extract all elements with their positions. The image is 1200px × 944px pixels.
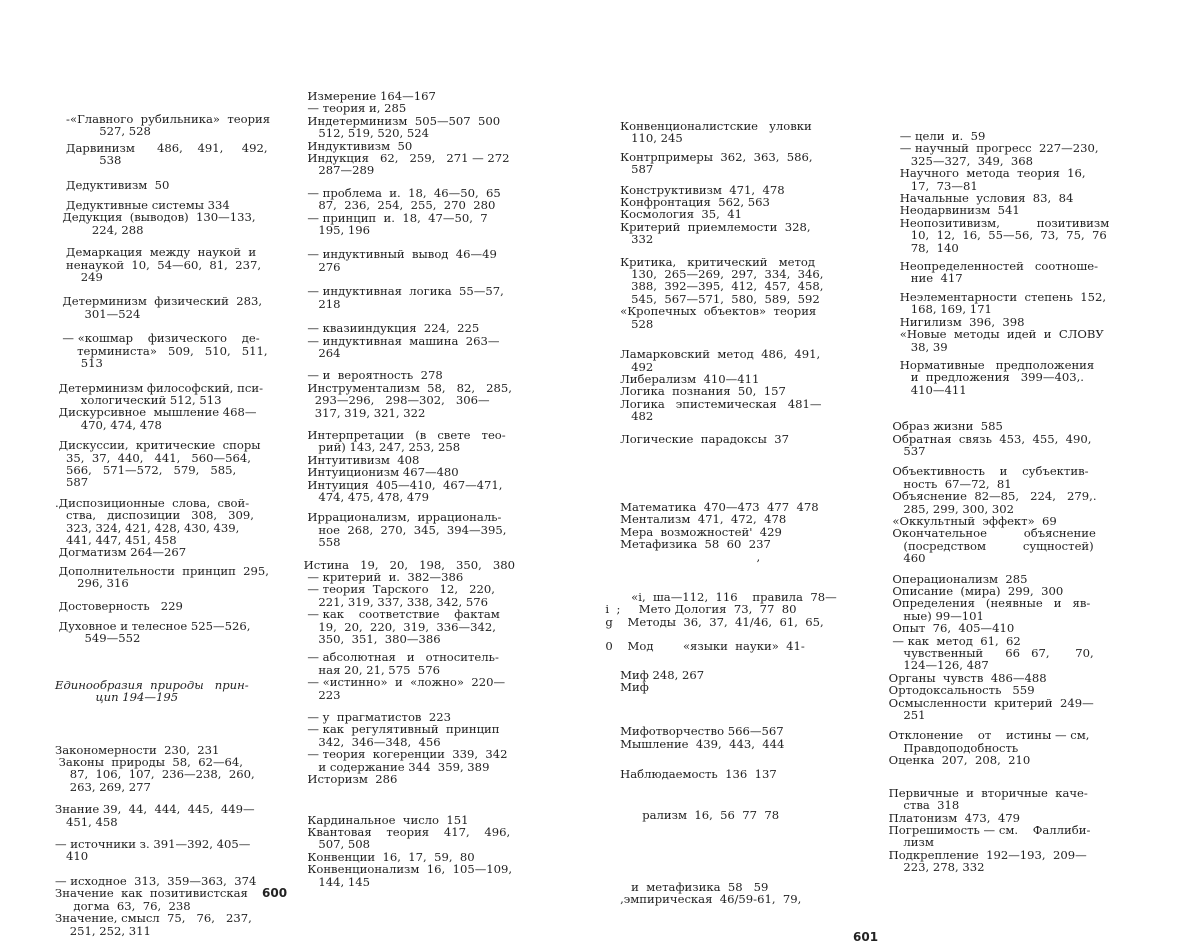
index-entry: Конвенционалистские уловки 110, 245 <box>620 119 812 146</box>
index-entry: Ламарковский метод 486, 491, 492 Либерализм 410—411 Логика познания 50, 157 Логика эпистемическая 481— 482 <box>620 347 822 424</box>
index-column-1 <box>55 113 325 937</box>
index-entry: Дарвинизм 486, 491, 492, 538 <box>66 140 268 168</box>
index-entry: — абсолютная и относитель- ная 20, 21, 575 576 — «истинно» и «ложно» 220— 223 <box>307 650 506 702</box>
index-entry: — проблема и. 18, 46—50, 65 87, 236, 254, 255, 270 280 — принцип и. 18, 47—50, 7 195, 196 <box>307 185 501 238</box>
index-entry: Операционализм 285 Описание (мира) 299, 300 Определения (неявные и яв- ные) 99—101 Опыт 76, 405—410 — как метод 61, 62 чувственный 66 67, 70, 124—126, 487 Органы чувств 486—488 Ортодоксальность 559 Осмысленности критерий 249— 251 <box>888 571 1094 723</box>
index-entry: Дискуссии, критические споры 35, 37, 440, 441, 560—564, 566, 571—572, 579, 585, 587 <box>58 438 261 490</box>
index-column-4 <box>885 130 1185 874</box>
index-entry: Первичные и вторичные каче- ства 318 Платонизм 473, 479 Погрешимость — см. Фаллиби- лизм Подкрепление 192—193, 209— 223, 278, 332 <box>888 785 1091 875</box>
index-entry: Истина 19, 20, 198, 350, 380 — критерий и. 382—386 — теория Тарского 12, 220, 221, 319, 337, 338, 342, 576 — как соответствие фактам 19, 20, 220, 319, 336—342, 350, 351, 380—386 <box>303 557 515 647</box>
index-entry: Интерпретации (в свете тео- рий) 143, 247, 253, 258 Интуитивизм 408 Интуиционизм 467—480 Интуиция 405—410, 467—471, 474, 475, 478, 479 <box>307 427 506 504</box>
index-entry: — и вероятность 278 Инструментализм 58, 82, 285, 293—296, 298—302, 306— 317, 319, 321, 322 <box>307 368 512 420</box>
index-entry: — у прагматистов 223 — как регулятивный принцип 342, 346—348, 456 — теория когеренции 339, 342 и содержание 344 359, 389 Историзм 286 <box>307 710 508 787</box>
index-entry: Дедуктивные системы 334 Дедукция (выводов) 130—133, 224, 288 <box>62 198 256 237</box>
index-entry: Иррационализм, иррациональ- ное 268, 270, 345, 394—395, 558 <box>307 510 507 550</box>
index-entry: Отклонение от истины — см, Правдоподобность Оценка 207, 208, 210 <box>888 728 1090 768</box>
index-entry: — квазииндукция 224, 225 — индуктивная машина 263— 264 <box>307 321 500 360</box>
index-entry: Неопределенностей соотноше- ние 417 <box>899 259 1099 286</box>
index-entry: Объективность и субъектив- ность 67—72, 81 Объяснение 82—85, 224, 279,. 285, 299, 300, 302 «Оккультный эффект» 69 Окончательное объяснение (посредством сущностей) 460 <box>892 464 1097 566</box>
index-entry: — источники з. 391—392, 405— 410 <box>55 837 251 864</box>
index-entry: Конструктивизм 471, 478 Конфронтация 562, 563 Космология 35, 41 Критерий приемлемости 328, 332 <box>620 182 811 247</box>
index-entry: Образ жизни 585 Обратная связь 453, 455, 490, 537 <box>892 419 1092 458</box>
index-entry: — индуктивный вывод 46—49 276 <box>307 247 497 274</box>
index-entry: 0 Мод «языки науки» 41- <box>598 639 805 654</box>
index-entry: Дополнительности принцип 295, 296, 316 <box>58 563 269 591</box>
index-entry: Нормативные предположения и предложения 399—403,. 410—411 <box>899 357 1095 397</box>
index-entry: Математика 470—473 477 478 Ментализм 471, 472, 478 Мера возможностей' 429 Метафизика 58 60 237 , <box>620 499 819 564</box>
index-entry: Знание 39, 44, 444, 445, 449— 451, 458 <box>55 802 255 829</box>
index-entry: Дедуктивизм 50 <box>55 177 170 192</box>
index-entry: Духовное и телесное 525—526, 549—552 <box>58 619 251 646</box>
index-entry: Кардинальное число 151 Квантовая теория 417, 496, 507, 508 Конвенции 16, 17, 59, 80 Конвенционализм 16, 105—109, 144, 145 <box>307 812 513 889</box>
index-entry: Детерминизм физический 283, 301—524 <box>62 294 263 321</box>
index-entry: — исходное 313, 359—363, 374 Значение как позитивистская догма 63, 76, 238 Значение, смысл 75, 76, 237, 251, 252, 311 <box>55 873 257 938</box>
index-entry: — «кошмар физического де- терминиста» 509, 510, 511, 513 <box>62 331 268 371</box>
index-column-2 <box>300 90 600 888</box>
index-entry: — цели и. 59 — научный прогресс 227—230, 325—327, 349, 368 Научного метода теория 16, 17, 73—81 Начальные условия 83, 84 Неодарвинизм 541 Неопозитивизм, позитивизм 10, 12, 16, 55—56, 73, 75, 76 78, 140 <box>899 129 1110 255</box>
index-entry: Критика, критический метод 130, 265—269, 297, 334, 346, 388, 392—395, 412, 457, 458, 545, 567—571, 580, 589, 592 «Кропечных объектов» теория 528 <box>620 254 824 331</box>
index-entry: Единообразия природы прин- цип 194—195 <box>55 677 249 705</box>
index-entry: Неэлементарности степень 152, 168, 169, 171 Нигилизм 396, 398 «Новые методы идей и СЛОВУ 38, 39 <box>899 289 1107 354</box>
index-column-3 <box>598 120 898 906</box>
index-entry: — индуктивная логика 55—57, 218 <box>307 284 504 311</box>
index-entry: Закономерности 230, 231 Законы природы 58, 62—64, 87, 106, 107, 236—238, 260, 263, 269, 277 <box>55 742 255 794</box>
index-entry: Мифотворчество 566—567 Мышление 439, 443, 444 <box>620 724 785 751</box>
index-entry: рализм 16, 56 77 78 <box>598 807 780 822</box>
index-entry: Миф 248, 267 Миф <box>620 667 705 694</box>
index-entry: Детерминизм философский, пси- хологический 512, 513 Дискурсивное мышление 468— 470, 474, 478 <box>58 380 264 432</box>
index-entry: Демаркация между наукой и ненаукой 10, 54—60, 81, 237, 249 <box>66 245 262 285</box>
index-entry: Достоверность 229 <box>55 598 183 613</box>
index-entry: и метафизика 58 59 ,эмпирическая 46/59-61, 79, <box>620 880 802 907</box>
page-number-right: 601 <box>853 930 879 944</box>
index-entry: Логические парадоксы 37 <box>598 431 789 446</box>
index-entry: Измерение 164—167 — теория и, 285 Индетерминизм 505—507 500 512, 519, 520, 524 Индуктивизм 50 Индукция 62, 259, 271 — 272 287—289 <box>307 89 510 178</box>
index-entry: Наблюдаемость 136 137 <box>598 767 777 782</box>
index-entry: -«Главного рубильника» теория 527, 528 <box>66 112 271 139</box>
index-entry: .Диспозиционные слова, свой- ства, диспозиции 308, 309, 323, 324, 421, 428, 430, 439, 441, 447, 451, 458 Догматизм 264—267 <box>55 495 254 560</box>
page-number-left: 600 <box>262 886 288 900</box>
index-entry: «і, ша—112, 116 правила 78— і ; Мето Дология 73, 77 80 g Методы 36, 37, 41/46, 61, 65, <box>605 589 837 629</box>
index-entry: Контрпримеры 362, 363, 586, 587 <box>620 149 813 177</box>
